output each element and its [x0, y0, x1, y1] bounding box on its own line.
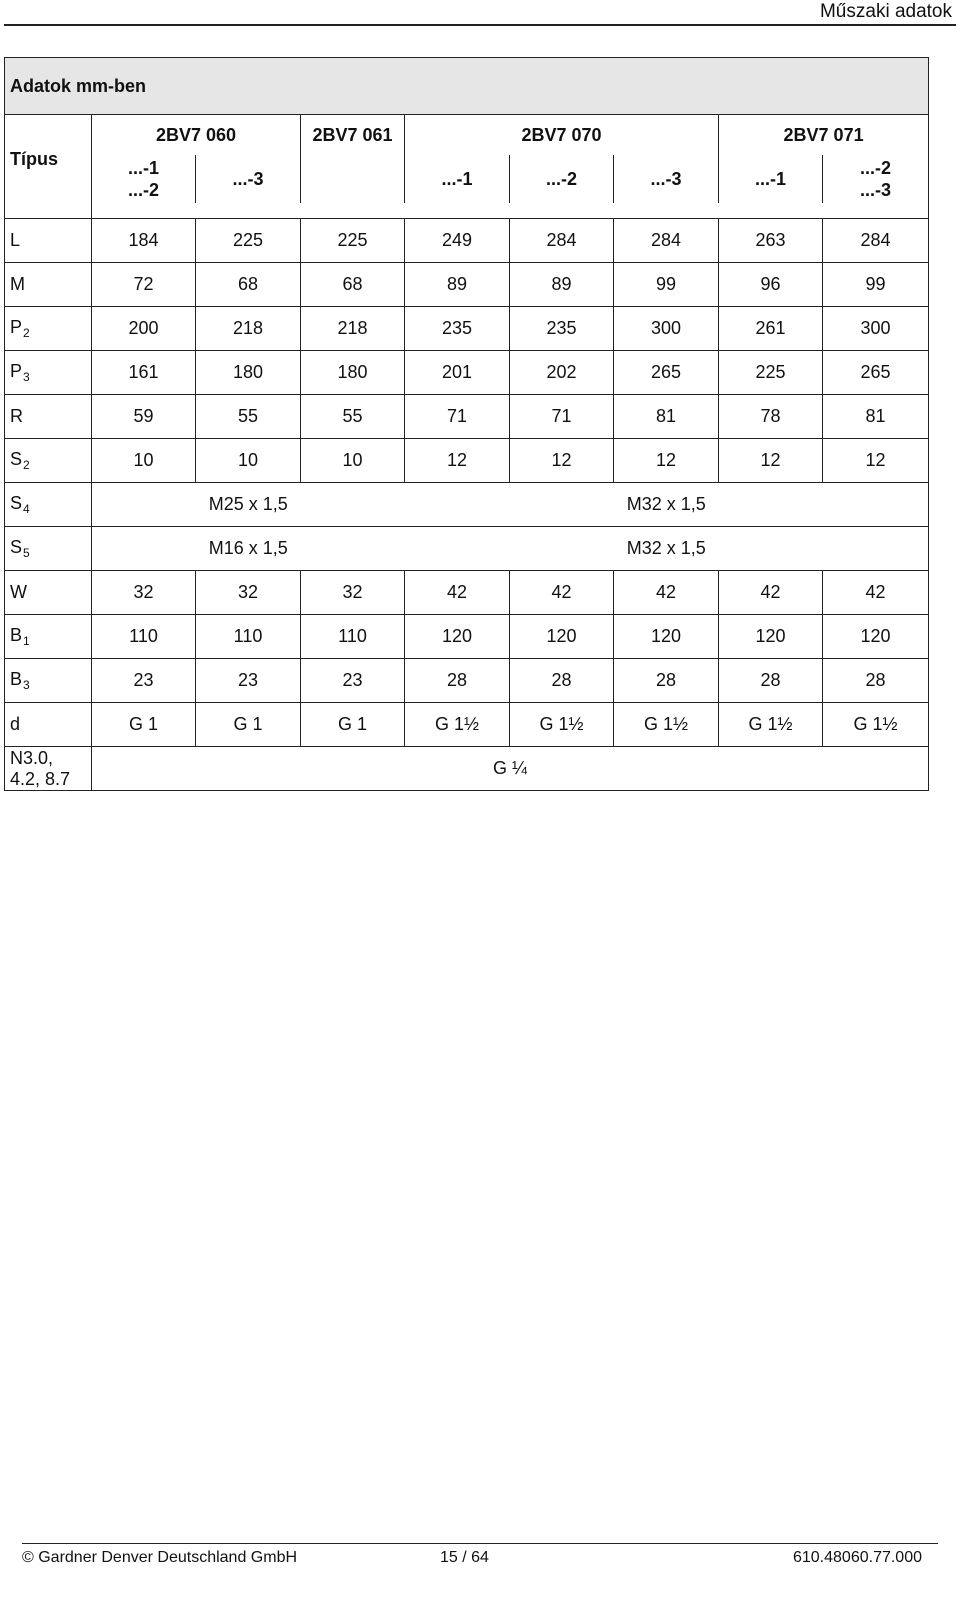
- table-cell: 225: [719, 351, 823, 395]
- table-cell: 81: [823, 395, 929, 439]
- table-cell: 218: [196, 307, 301, 351]
- type-label: Típus: [5, 115, 92, 204]
- type-2bv7-061: 2BV7 061: [301, 115, 405, 204]
- table-cell: 28: [823, 659, 929, 703]
- table-cell: 235: [405, 307, 510, 351]
- row-label: [5, 571, 92, 615]
- type-2bv7-071: 2BV7 071: [719, 115, 929, 156]
- table-cell: 68: [196, 263, 301, 307]
- table-cell: 28: [719, 659, 823, 703]
- row-label: [5, 395, 92, 439]
- subtype-070-3: ...-3: [614, 155, 719, 203]
- table-cell: 263: [719, 219, 823, 263]
- table-cell: G 1: [196, 703, 301, 747]
- table-cell: 32: [301, 571, 405, 615]
- table-cell: 225: [196, 219, 301, 263]
- subtype-row: [5, 155, 929, 203]
- table-cell: 32: [92, 571, 196, 615]
- table-cell: 284: [823, 219, 929, 263]
- subtype-label: ...-2: [860, 158, 892, 178]
- table-cell: 23: [196, 659, 301, 703]
- table-cell: 71: [510, 395, 614, 439]
- table-cell-merged: G ¼: [92, 747, 929, 791]
- row-label-subscript: 1: [23, 634, 30, 648]
- table-cell-merged: M25 x 1,5: [92, 483, 405, 527]
- footer-copyright: © Gardner Denver Deutschland GmbH: [22, 1549, 298, 1566]
- table-cell: 42: [614, 571, 719, 615]
- table-cell: 72: [92, 263, 196, 307]
- table-cell: 180: [196, 351, 301, 395]
- table-cell: 265: [614, 351, 719, 395]
- table-cell-merged: M32 x 1,5: [405, 527, 929, 571]
- table-row: [5, 615, 929, 659]
- table-cell: 235: [510, 307, 614, 351]
- row-label: [5, 307, 92, 351]
- footer-page-number: 15 / 64: [440, 1549, 489, 1566]
- row-label-text: L: [10, 230, 21, 250]
- subtype-071-2-3: [823, 155, 929, 203]
- subtype-071-1: ...-1: [719, 155, 823, 203]
- subtype-070-1: ...-1: [405, 155, 510, 203]
- table-cell: 55: [301, 395, 405, 439]
- type-header-row: [5, 115, 929, 156]
- table-cell: 96: [719, 263, 823, 307]
- table-cell: 12: [405, 439, 510, 483]
- row-label: [5, 483, 92, 527]
- table-cell: 284: [510, 219, 614, 263]
- row-label-subscript: 5: [23, 546, 30, 560]
- row-label-text: B: [10, 625, 23, 645]
- table-cell: G 1½: [614, 703, 719, 747]
- table-row: [5, 527, 929, 571]
- table-title: Adatok mm-ben: [5, 58, 929, 115]
- table-cell: 110: [92, 615, 196, 659]
- row-label: [5, 615, 92, 659]
- table-cell: 300: [614, 307, 719, 351]
- table-cell: 89: [510, 263, 614, 307]
- row-label-subscript: 3: [23, 370, 30, 384]
- table-cell: G 1½: [510, 703, 614, 747]
- table-cell: 42: [823, 571, 929, 615]
- row-label-text: P: [10, 361, 23, 381]
- table-row-connections: [5, 747, 929, 791]
- table-cell: 202: [510, 351, 614, 395]
- table-cell: 180: [301, 351, 405, 395]
- row-label-text: S: [10, 493, 23, 513]
- table-cell: 71: [405, 395, 510, 439]
- subtype-label: ...-1: [127, 158, 159, 178]
- table-cell: 120: [823, 615, 929, 659]
- table-cell: G 1: [301, 703, 405, 747]
- type-2bv7-070: 2BV7 070: [405, 115, 719, 156]
- table-cell: 78: [719, 395, 823, 439]
- table-row: [5, 219, 929, 263]
- table-cell: 10: [196, 439, 301, 483]
- table-cell: 218: [301, 307, 405, 351]
- table-title-row: [5, 58, 929, 115]
- data-rows: [5, 219, 929, 747]
- table-cell: 284: [614, 219, 719, 263]
- table-row: [5, 439, 929, 483]
- table-cell: 10: [92, 439, 196, 483]
- subtype-stack: [128, 157, 159, 201]
- table-cell: 28: [510, 659, 614, 703]
- row-label-text: W: [10, 582, 27, 602]
- table-row: [5, 703, 929, 747]
- table-cell: 265: [823, 351, 929, 395]
- table-cell: 184: [92, 219, 196, 263]
- table-cell-merged: M32 x 1,5: [405, 483, 929, 527]
- table-cell: 249: [405, 219, 510, 263]
- table-cell-merged: M16 x 1,5: [92, 527, 405, 571]
- subtype-label: ...-2: [127, 180, 159, 200]
- row-label: [5, 527, 92, 571]
- row-label-text: d: [10, 714, 21, 734]
- row-label: [5, 747, 92, 791]
- table-cell: 28: [405, 659, 510, 703]
- row-label: [5, 351, 92, 395]
- table-cell: 68: [301, 263, 405, 307]
- table-cell: 12: [614, 439, 719, 483]
- row-label: [5, 263, 92, 307]
- table-cell: 55: [196, 395, 301, 439]
- table-row: [5, 307, 929, 351]
- table-row: [5, 395, 929, 439]
- page-header-title: Műszaki adatok: [819, 1, 952, 22]
- row-label-text: R: [10, 406, 23, 426]
- row-label: [5, 703, 92, 747]
- row-label-subscript: 3: [23, 678, 30, 692]
- table-cell: 59: [92, 395, 196, 439]
- row-label-line: 4.2, 8.7: [10, 768, 71, 789]
- table-cell: 120: [719, 615, 823, 659]
- table-cell: 99: [823, 263, 929, 307]
- table-cell: 32: [196, 571, 301, 615]
- table-cell: 120: [510, 615, 614, 659]
- row-label: [5, 219, 92, 263]
- spacer-cell: [5, 203, 92, 219]
- table-cell: 110: [196, 615, 301, 659]
- table-cell: 161: [92, 351, 196, 395]
- table-cell: 42: [719, 571, 823, 615]
- table-cell: 300: [823, 307, 929, 351]
- spacer-cell: [92, 203, 929, 219]
- table-row: [5, 351, 929, 395]
- header-divider: [4, 24, 956, 26]
- table-cell: 89: [405, 263, 510, 307]
- subtype-label: ...-3: [860, 180, 892, 200]
- subtype-stack: [860, 157, 891, 201]
- subtype-060-1-2: [92, 155, 196, 203]
- table-row: [5, 263, 929, 307]
- footer-divider: [22, 1543, 938, 1544]
- table-cell: 42: [405, 571, 510, 615]
- table-cell: 28: [614, 659, 719, 703]
- type-2bv7-060: 2BV7 060: [92, 115, 301, 156]
- subtype-070-2: ...-2: [510, 155, 614, 203]
- technical-data-table: [4, 57, 929, 791]
- row-label-text: P: [10, 317, 23, 337]
- table-cell: 225: [301, 219, 405, 263]
- table-cell: 42: [510, 571, 614, 615]
- row-label-subscript: 2: [23, 458, 30, 472]
- table-cell: G 1½: [719, 703, 823, 747]
- row-label-text: S: [10, 537, 23, 557]
- table-cell: 12: [823, 439, 929, 483]
- table-cell: 200: [92, 307, 196, 351]
- footer-doc-number: 610.48060.77.000: [792, 1549, 922, 1566]
- table-row: [5, 483, 929, 527]
- table-cell: 81: [614, 395, 719, 439]
- row-label-text: B: [10, 669, 23, 689]
- row-label-text: S: [10, 449, 23, 469]
- subtype-060-3: ...-3: [196, 155, 301, 203]
- table-cell: G 1½: [405, 703, 510, 747]
- row-label: [5, 659, 92, 703]
- row-label-line: N3.0,: [10, 747, 54, 768]
- table-cell: 120: [614, 615, 719, 659]
- table-cell: 12: [719, 439, 823, 483]
- table-cell: 10: [301, 439, 405, 483]
- table-cell: 110: [301, 615, 405, 659]
- row-label-subscript: 4: [23, 502, 30, 516]
- table-cell: 120: [405, 615, 510, 659]
- table-row: [5, 659, 929, 703]
- table-cell: 99: [614, 263, 719, 307]
- table-row: [5, 571, 929, 615]
- table-cell: 201: [405, 351, 510, 395]
- table-cell: 23: [92, 659, 196, 703]
- row-label-subscript: 2: [23, 326, 30, 340]
- table-cell: G 1½: [823, 703, 929, 747]
- table-cell: 12: [510, 439, 614, 483]
- table-cell: 23: [301, 659, 405, 703]
- table-cell: G 1: [92, 703, 196, 747]
- table-cell: 261: [719, 307, 823, 351]
- row-label: [5, 439, 92, 483]
- header-spacer-row: [5, 203, 929, 219]
- row-label-text: M: [10, 274, 25, 294]
